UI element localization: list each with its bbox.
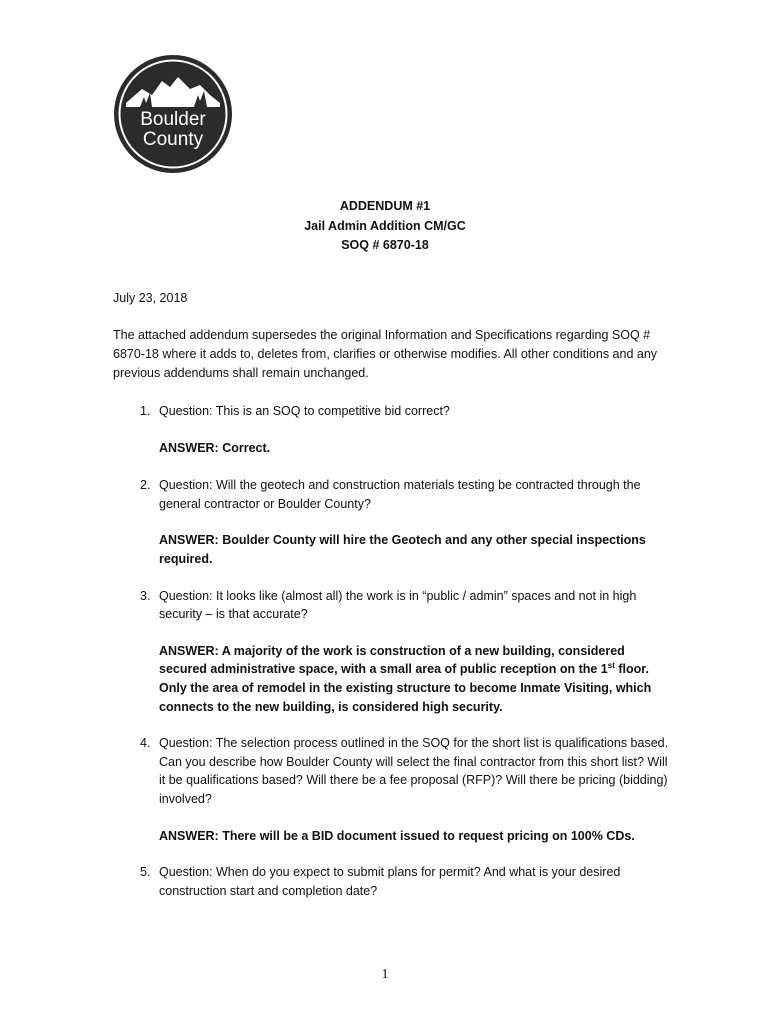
- heading-title: ADDENDUM #1: [339, 199, 431, 213]
- svg-text:County: County: [142, 129, 204, 150]
- heading-project: Jail Admin Addition CM/GC: [304, 218, 466, 233]
- document-date: July 23, 2018: [113, 291, 188, 305]
- question-list: [113, 402, 673, 900]
- ordinal-superscript: st: [607, 661, 615, 671]
- answer-part-1: ANSWER: A majority of the work is construction of a new building, considered secured administrative space, with a small area of public reception on the 1: [159, 643, 625, 677]
- question-text: Question: This is an SOQ to competitive bid correct?: [159, 404, 450, 418]
- list-item: [113, 402, 673, 457]
- list-item: [113, 863, 673, 900]
- item-number: 4.: [140, 736, 151, 751]
- addendum-heading: [0, 197, 770, 256]
- answer-text: ANSWER: Boulder County will hire the Geotech and any other special inspections required.: [159, 533, 646, 566]
- answer-text: ANSWER: Correct.: [159, 440, 271, 455]
- heading-soq: SOQ # 6870-18: [341, 238, 429, 252]
- question-text: Question: It looks like (almost all) the work is in “public / admin” spaces and not in high security – is that accurate?: [159, 588, 637, 622]
- answer-text: [159, 642, 673, 716]
- svg-text:Boulder: Boulder: [140, 109, 206, 130]
- item-number: 3.: [140, 588, 151, 603]
- intro-paragraph: The attached addendum supersedes the original Information and Specifications regarding SOQ # 6870-18 where it adds to, deletes from, clarifies or otherwise modifies. All other conditions and any previous addendums shall remain unchanged.: [113, 328, 658, 380]
- item-number: 5.: [140, 865, 151, 880]
- answer-part-2: floor. Only the area of remodel in the existing structure to become Inmate Visiting, which connects to the new building, is considered high security.: [159, 662, 652, 714]
- question-text: Question: When do you expect to submit plans for permit? And what is your desired construction start and completion date?: [159, 865, 621, 898]
- list-item: [113, 734, 673, 845]
- list-item: [113, 476, 673, 568]
- question-text: Question: Will the geotech and construction materials testing be contracted through the general contractor or Boulder County?: [159, 478, 641, 511]
- page-number: 1: [381, 967, 389, 982]
- list-item: [113, 587, 673, 717]
- answer-text: ANSWER: There will be a BID document issued to request pricing on 100% CDs.: [159, 828, 635, 843]
- boulder-county-logo: [112, 53, 234, 175]
- question-text: Question: The selection process outlined in the SOQ for the short list is qualifications based. Can you describe how Boulder County will select the final contractor from this short list? Will it be qualifications based? Will there be a fee proposal (RFP)? Will there be pricing (bidding) involved?: [159, 736, 669, 806]
- item-number: 2.: [140, 478, 151, 493]
- item-number: 1.: [140, 404, 151, 418]
